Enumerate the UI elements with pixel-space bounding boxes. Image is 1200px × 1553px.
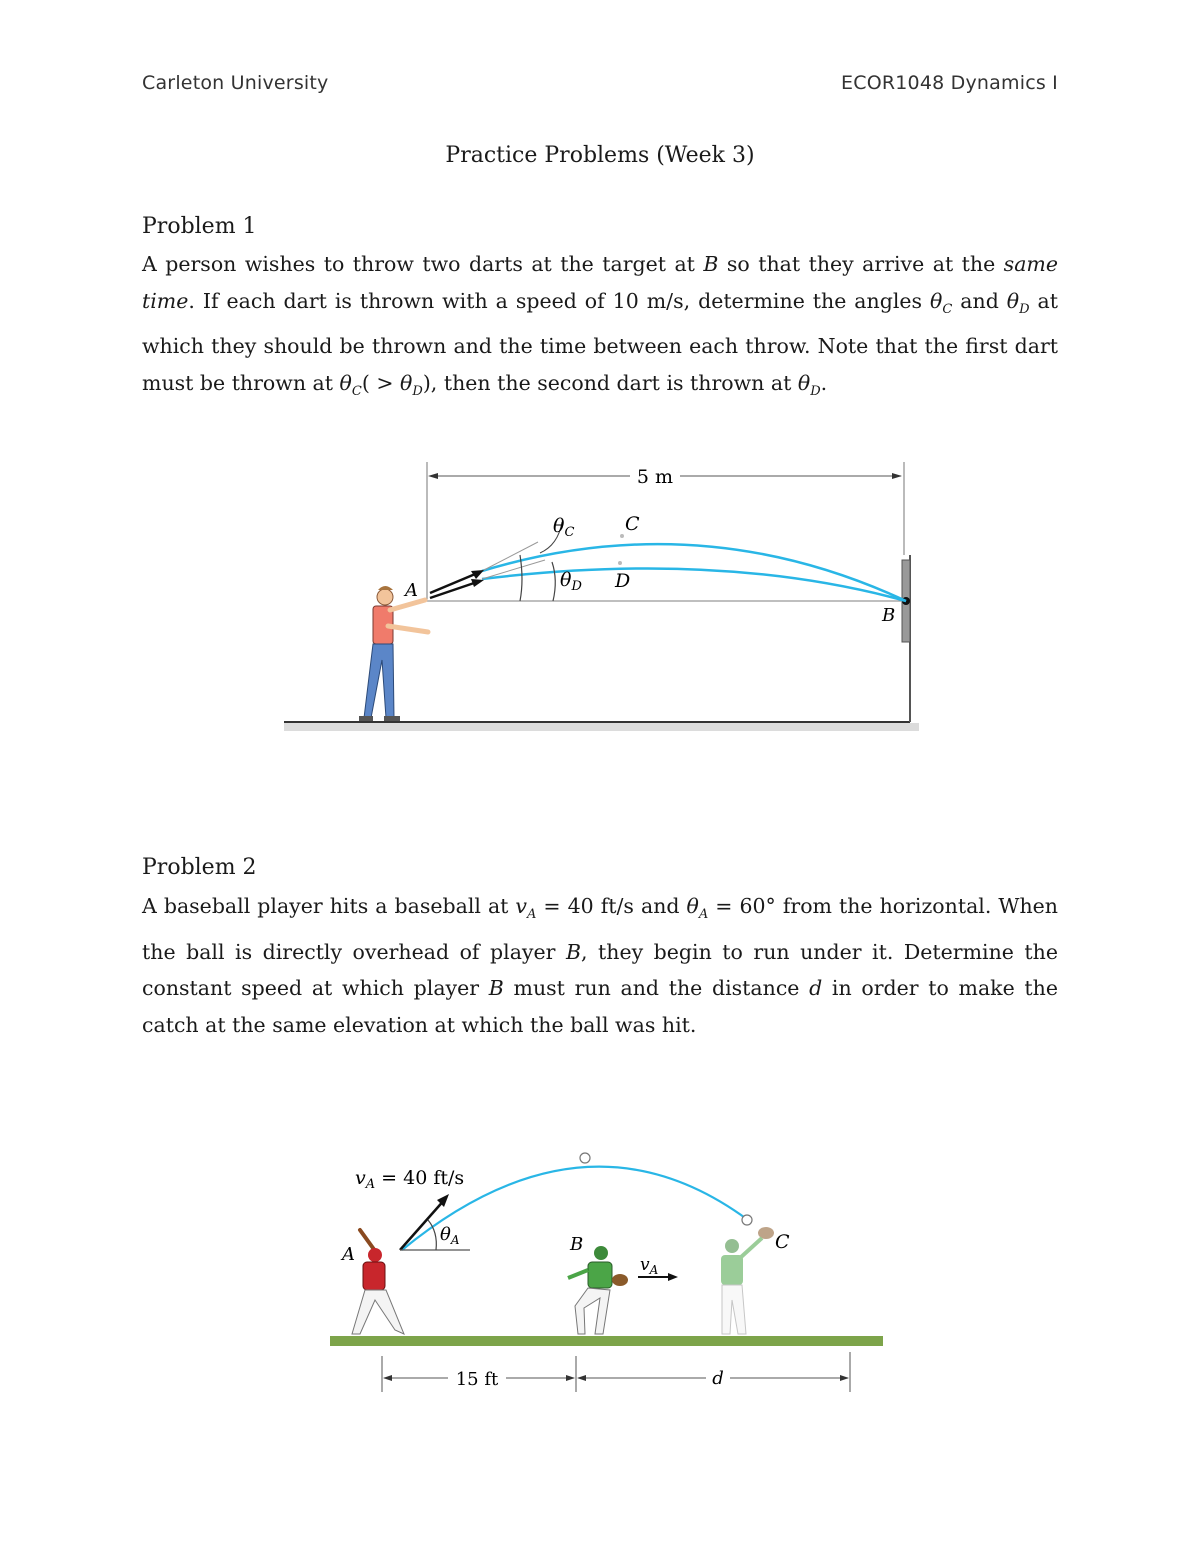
label-A: A [405, 580, 418, 601]
thrower-shoe-left [359, 716, 373, 721]
label-B: B [570, 1234, 584, 1255]
fielder-B-pants [575, 1288, 610, 1334]
thrower-arm-left [388, 626, 428, 632]
label-C: C [625, 513, 640, 535]
theta-A-label: $\theta_A$ [440, 1224, 460, 1247]
theta-D-label: $\theta_D$ [560, 569, 582, 594]
dim-label-d: d [712, 1368, 724, 1389]
fielder-C-arm [740, 1238, 762, 1258]
dim-arrow-right [892, 473, 902, 479]
theta-C-label: $\theta_C$ [553, 515, 575, 540]
thrower-shoe-right [384, 716, 400, 721]
fielder-C-jersey [721, 1255, 743, 1285]
batter-pants [352, 1290, 404, 1334]
problem1-heading: Problem 1 [142, 214, 257, 239]
page-title: Practice Problems (Week 3) [445, 143, 755, 168]
header-course: ECOR1048 Dynamics I [841, 72, 1058, 94]
fielder-B-cap [594, 1246, 608, 1260]
dim-label-15ft: 15 ft [455, 1369, 499, 1390]
label-D: D [615, 570, 631, 592]
ground-shadow [284, 723, 919, 731]
velocity-label: $v_A = 40$ ft/s [355, 1167, 465, 1192]
fielder-C-cap [725, 1239, 739, 1253]
problem2-text: A baseball player hits a baseball at $v_A = 40$ ft/s and $\theta_A = 60^\circ$ from the horizontal. When the ball is directly overhead of player B, they begin to run under it. Determine the constant speed at which player B must run and the distance d in order to make the catch at the same elevation at which the ball was hit. [142, 894, 1058, 1037]
dim-arrow-1 [383, 1375, 392, 1381]
label-A: A [342, 1244, 355, 1265]
dim-arrow-left [428, 473, 438, 479]
marker-C [620, 534, 624, 538]
thrower-hair [378, 586, 393, 590]
thrower-arm-right [390, 600, 425, 610]
thrower-jeans [364, 644, 394, 718]
ball-catch [742, 1215, 752, 1225]
problem2-heading: Problem 2 [142, 855, 257, 880]
batter-helmet [368, 1248, 382, 1262]
run-arrowhead [668, 1273, 678, 1281]
dim-arrow-4 [840, 1375, 849, 1381]
run-velocity-label: $v_A$ [640, 1255, 659, 1277]
fielder-B-glove [612, 1274, 628, 1286]
thrower-head [377, 589, 393, 605]
ground-grass [330, 1336, 883, 1346]
thrower-figure [359, 586, 428, 721]
fielder-B-figure [568, 1246, 628, 1334]
fielder-C-pants [722, 1285, 746, 1334]
tangent-C [482, 542, 538, 571]
dart-figure [270, 450, 940, 750]
fielder-C-figure [721, 1227, 774, 1334]
baseball-figure [320, 1140, 900, 1405]
dim-arrow-3 [577, 1375, 586, 1381]
batter-jersey [363, 1262, 385, 1290]
ball-overhead [580, 1153, 590, 1163]
distance-label: 5 m [636, 466, 674, 488]
label-C: C [775, 1231, 790, 1253]
marker-D [618, 561, 622, 565]
problem1-text: A person wishes to throw two darts at the target at B so that they arrive at the same time. If each dart is thrown with a speed of 10 m/s, determine the angles $\theta_C$ and $\theta_D$ at which they should be thrown and the time between each throw. Note that the first dart must be thrown at $\theta_C( > \theta_D)$, then the second dart is thrown at $\theta_D$. [142, 252, 1058, 399]
header-university: Carleton University [142, 72, 329, 94]
dim-arrow-2 [566, 1375, 575, 1381]
trajectory-D [482, 568, 906, 601]
fielder-B-arm [568, 1270, 588, 1278]
fielder-B-jersey [588, 1262, 612, 1288]
label-B: B [882, 605, 896, 626]
batter-figure [352, 1230, 404, 1334]
dart-D-head [471, 579, 484, 587]
angle-arc-D [552, 562, 555, 601]
